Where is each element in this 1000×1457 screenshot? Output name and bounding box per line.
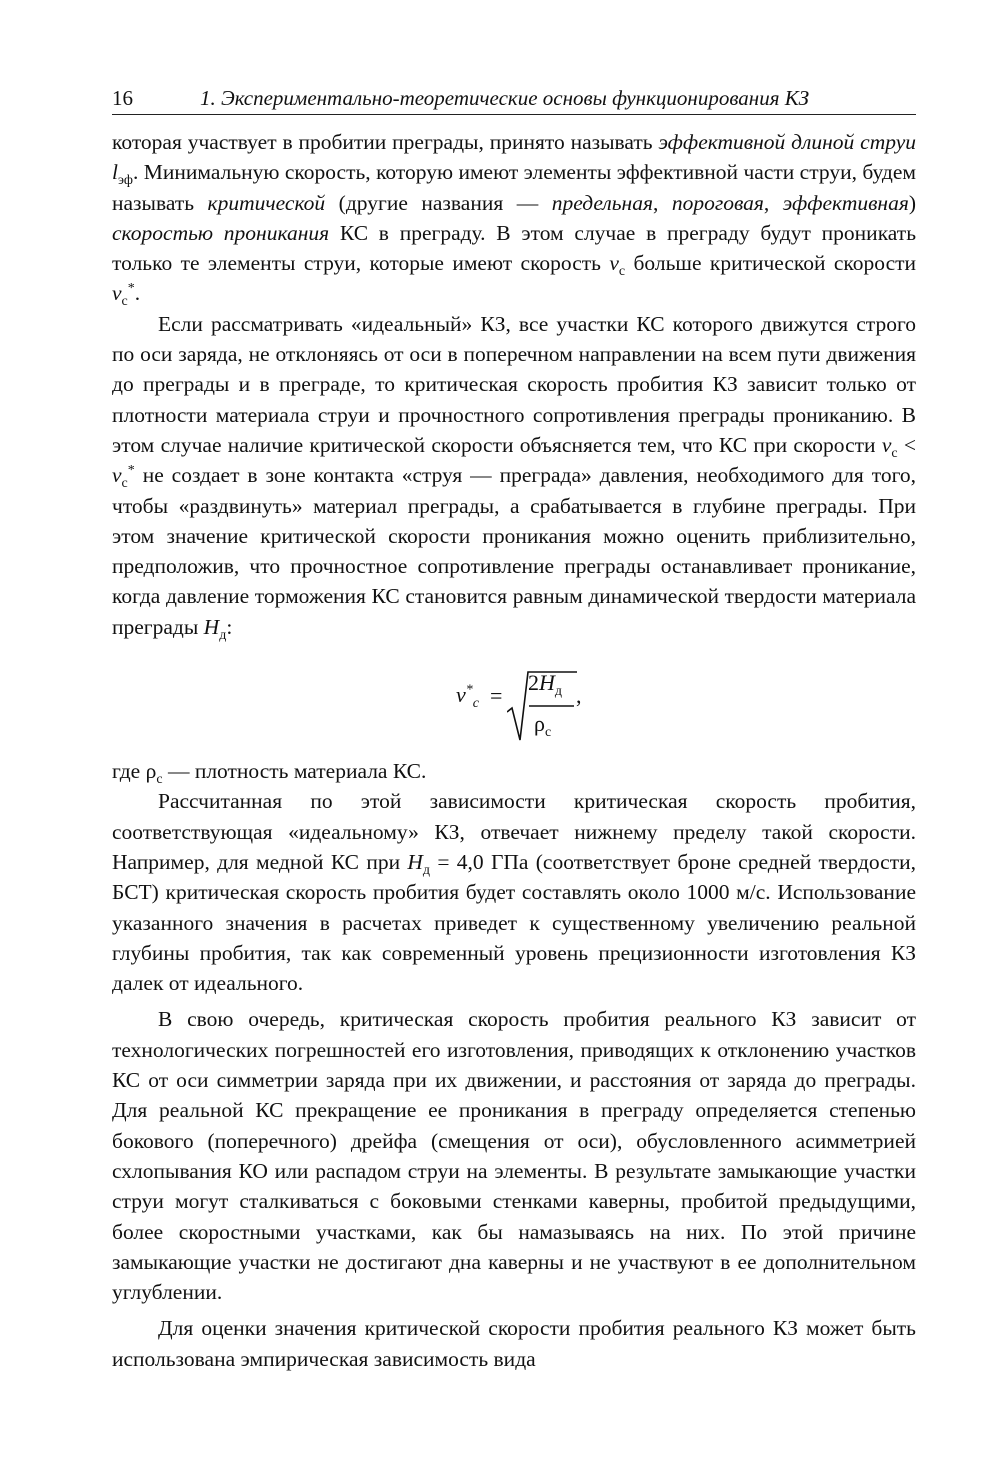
paragraph-2: Если рассматривать «идеальный» КЗ, все участки КС которого движутся строго по оси заряда, не отклоняясь от оси в поперечном направлении на всем пути движения до преграды и в преграде, то критическая скорость пробития КЗ зависит только от плотности материала струи и прочностного сопротивления преграды прониканию. В этом случае наличие критической скорости объясняется тем, что КС при скорости $v_с < v_с^*$ не создает в зоне контакта «струя — преграда» давления, необходимого для того, чтобы «раздвинуть» материал преграды, а срабатывается в глубине преграды. При этом значение критической скорости проникания можно оценить приблизительно, предположив, что прочностное сопротивление преграды останавливает проникание, когда давление торможения КС становится равным динамической твердости материала преграды $H_д$: (112, 311, 916, 643)
page-header (112, 84, 916, 115)
main-text (112, 127, 916, 1374)
formula-equals: = (490, 683, 503, 709)
paragraph-3: где $\rho_с$ — плотность материала КС. (112, 759, 427, 788)
formula-numerator: $2H_д$ (528, 670, 563, 700)
page-number: 16 (112, 86, 133, 110)
running-title: 1. Экспериментально-теоретические основы функционирования КЗ (200, 86, 810, 110)
paragraph-5: В свою очередь, критическая скорость пробития реального КЗ зависит от технологических погрешностей его изготовления, приводящих к отклонению участков КС от оси симметрии заряда при их движении, и расстояния от заряда до преграды. Для реальной КС прекращение ее проникания в преграду определяется степенью бокового (поперечного) дрейфа (смещения от оси), обусловленного асимметрией схлопывания КО или распадом струи на элементы. В результате замыкающие участки струи могут сталкиваться с боковыми стенками каверны, пробитой предыдущими, более скоростными участками, как бы намазываясь на них. По этой причине замыкающие участки не достигают дна каверны и не участвуют в ее дополнительном углублении. (112, 1007, 916, 1305)
paragraph-6: Для оценки значения критической скорости пробития реального КЗ может быть использована эмпирическая зависимость вида (112, 1316, 916, 1371)
paragraph-1: которая участвует в пробитии преграды, принято называть эффективной длиной струи $l_{эф}$. Минимальную скорость, которую имеют элементы эффективной части струи, будем называть критической (другие названия — предельная, пороговая, эффективная) скоростью проникания КС в преграду. В этом случае в преграду будут проникать только те элементы струи, которые имеют скорость $v_с$ больше критической скорости $v_с^*$. (112, 130, 917, 310)
critical-velocity-formula: $v^*_с$ = $2H_д$ $\rho_с$ , (112, 656, 916, 756)
formula-denominator: $\rho_с$ (534, 711, 552, 741)
formula-lhs: $v^*_с$ (456, 682, 479, 712)
paragraph-4: Рассчитанная по этой зависимости критическая скорость пробития, соответствующая «идеальному» КЗ, отвечает нижнему пределу такой скорости. Например, для медной КС при $H_д = 4,0$ ГПа (соответствует броне средней твердости, БСТ) критическая скорость пробития будет составлять около 1000 м/с. Использование указанного значения в расчетах приведет к существенному увеличению реальной глубины пробития, так как современный уровень прецизионности изготовления КЗ далек от идеального. (112, 789, 916, 996)
